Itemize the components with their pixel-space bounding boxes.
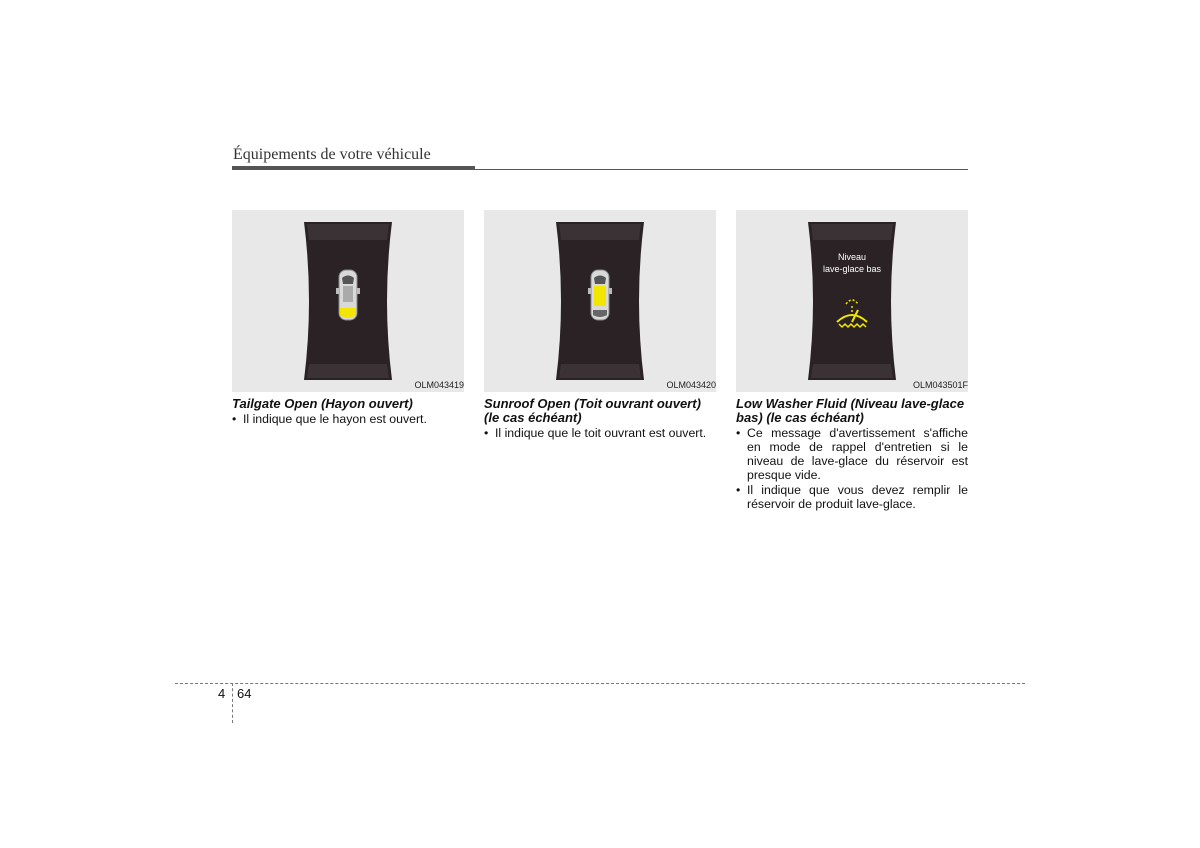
display-text-line-2: lave-glace bas (822, 264, 882, 274)
list-item: • Ce message d'avertissement s'affiche en mode de rappel d'entretien si le niveau de lave-glace du réservoir est presque vide. (736, 426, 968, 482)
bullet-list (232, 412, 464, 426)
cluster-display-sunroof (484, 210, 716, 392)
image-code: OLM043420 (666, 380, 716, 390)
image-code: OLM043501F (912, 380, 968, 390)
display-text-line-1: Niveau (837, 252, 867, 262)
footer-vertical-rule (232, 683, 233, 723)
chapter-number: 4 (218, 686, 226, 701)
list-item: • Il indique que vous devez remplir le réservoir de produit lave-glace. (736, 483, 968, 511)
car-sunroof-open-icon (588, 270, 612, 320)
caption: Sunroof Open (Toit ouvrant ouvert) (le cas échéant) (484, 396, 701, 425)
list-item: • Il indique que le toit ouvrant est ouvert. (484, 426, 707, 440)
figure-sunroof (484, 210, 716, 392)
item-tailgate-open (232, 210, 464, 427)
image-code: OLM043419 (414, 380, 464, 390)
caption: Low Washer Fluid (Niveau lave-glace bas) (le cas échéant) (736, 396, 965, 425)
bullet-list (484, 426, 716, 440)
figure-tailgate (232, 210, 464, 392)
footer-dashed-rule (175, 683, 1025, 684)
car-tailgate-open-icon (336, 270, 360, 320)
item-sunroof-open (484, 210, 716, 441)
cluster-display-tailgate (232, 210, 464, 392)
list-item: • Il indique que le hayon est ouvert. (232, 412, 427, 426)
page-number: 64 (237, 686, 252, 701)
bullet-list (736, 426, 968, 511)
figure-washer-fluid (736, 210, 968, 392)
page-header-title: Équipements de votre véhicule (233, 146, 431, 163)
header-rule-thick (232, 166, 475, 170)
cluster-display-washer (736, 210, 968, 392)
caption: Tailgate Open (Hayon ouvert) (232, 396, 413, 411)
item-low-washer-fluid (736, 210, 968, 512)
header-rule-thin (475, 169, 968, 170)
